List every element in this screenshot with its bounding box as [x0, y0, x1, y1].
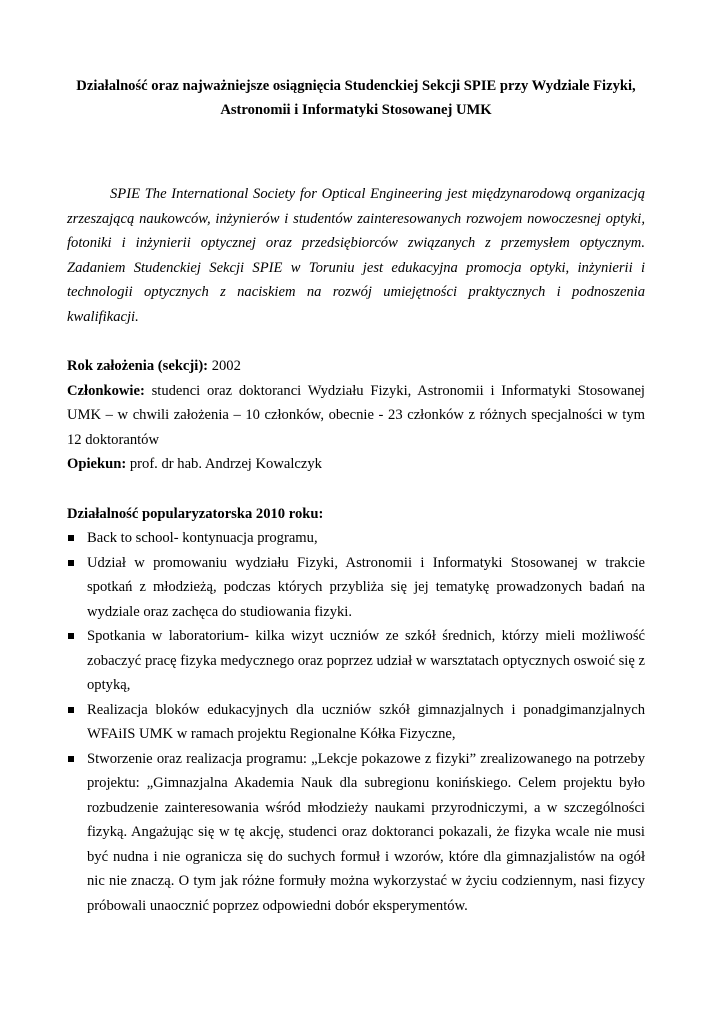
founded-line — [67, 354, 645, 379]
list-item — [67, 526, 645, 551]
intro-paragraph: SPIE The International Society for Optical Engineering jest międzynarodową organizacją zrzeszającą naukowców, inżynierów i studentów zainteresowanych rozwojem nowoczesnej optyki, fotoniki i inżynierii optycznej oraz przedsiębiorców związanych z przemysłem optycznym. Zadaniem Studenckiej Sekcji SPIE w Toruniu jest edukacyjna promocja optyki, inżynierii i technologii optycznych z naciskiem na rozwój umiejętności praktycznych i podnoszenia kwalifikacji. — [67, 186, 645, 325]
list-item — [67, 698, 645, 747]
list-item-text: Realizacja bloków edukacyjnych dla uczniów szkół gimnazjalnych i ponadgimanzjalnych WFAiIS UMK w ramach projektu Regionalne Kółka Fizyczne, — [87, 701, 645, 742]
supervisor-value: prof. dr hab. Andrzej Kowalczyk — [126, 456, 322, 472]
list-item-text: Spotkania w laboratorium- kilka wizyt uczniów ze szkół średnich, którzy mieli możliwość zobaczyć pracę fizyka medycznego oraz poprzez udział w warsztatach optycznych oswoić się z optyką, — [87, 628, 645, 693]
founded-label: Rok założenia (sekcji): — [67, 358, 209, 374]
founded-value: 2002 — [208, 358, 241, 374]
activities-list — [67, 526, 645, 918]
bullet-square-icon — [68, 535, 74, 541]
document-title: Działalność oraz najważniejsze osiągnięcia Studenckiej Sekcji SPIE przy Wydziale Fizyki, Astronomii i Informatyki Stosowanej UMK — [76, 78, 636, 118]
list-item-text: Udział w promowaniu wydziału Fizyki, Astronomii i Informatyki Stosowanej w trakcie spotkań z młodzieżą, podczas których przybliża się jej tematykę prowadzonych badań na wydziale oraz zachęca do studiowania fizyki. — [87, 554, 645, 620]
supervisor-label: Opiekun: — [67, 456, 127, 472]
list-item — [67, 747, 645, 919]
bullet-square-icon — [68, 756, 74, 762]
list-item-text: Stworzenie oraz realizacja programu: „Lekcje pokazowe z fizyki” zrealizowanego na potrzeby projektu: „Gimnazjalna Akademia Nauk dla subregionu konińskiego. Celem projektu było rozbudzenie zainteresowania wśród młodzieży naukami przyrodniczymi, a w szczególności fizyką. Angażując się w tę akcję, studenci oraz doktoranci pokazali, że fizyka wcale nie musi być nudna i nie ogranicza się do suchych formuł i wzorów, które dla gimnazjalistów na ogół nic nie znaczą. O tym jak różne formuły można wykorzystać w życiu codziennym, nasi fizycy próbowali unaocznić poprzez odpowiedni dobór eksperymentów. — [87, 750, 645, 914]
section-metadata — [67, 354, 645, 477]
members-line — [67, 379, 645, 453]
list-item — [67, 624, 645, 698]
activities-heading: Działalność popularyzatorska 2010 roku: — [67, 505, 324, 522]
bullet-square-icon — [68, 707, 74, 713]
members-value: studenci oraz doktoranci Wydziału Fizyki, Astronomii i Informatyki Stosowanej UMK – w chwili założenia – 10 członków, obecnie - 23 członków z różnych specjalności w tym 12 doktorantów — [67, 382, 645, 448]
list-item — [67, 551, 645, 625]
list-item-text: Back to school- kontynuacja programu, — [87, 530, 318, 546]
supervisor-line — [67, 452, 645, 477]
members-label: Członkowie: — [67, 382, 145, 399]
bullet-square-icon — [68, 633, 74, 639]
bullet-square-icon — [68, 560, 74, 566]
